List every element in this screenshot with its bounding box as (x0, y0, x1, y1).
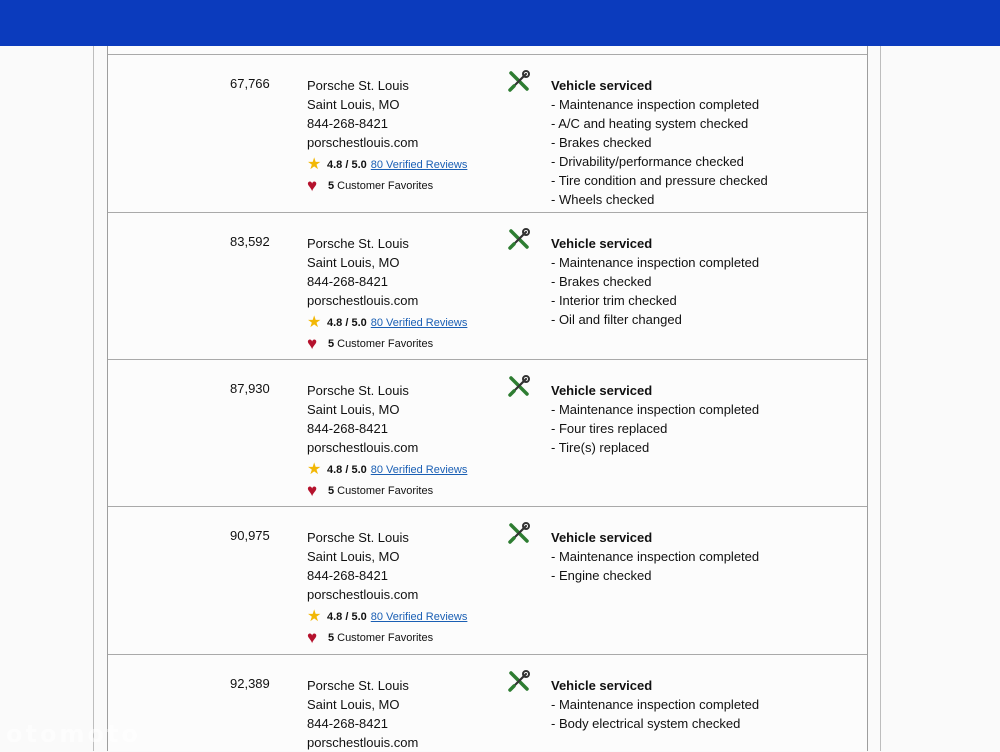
service-record (108, 506, 867, 655)
heart-icon: ♥ (307, 628, 318, 647)
tools-icon (507, 522, 531, 546)
dealer-rating (307, 463, 467, 477)
service-item: - A/C and heating system checked (551, 116, 749, 131)
service-title: Vehicle serviced (551, 236, 653, 251)
dealer-name: Porsche St. Louis (307, 383, 409, 398)
star-icon: ★ (307, 156, 322, 173)
service-item: - Maintenance inspection completed (551, 255, 760, 270)
mileage: 87,930 (230, 381, 270, 396)
dealer-info (307, 381, 418, 457)
dealer-phone: 844-268-8421 (307, 716, 388, 731)
service-item: - Maintenance inspection completed (551, 402, 760, 417)
tools-icon (507, 670, 531, 694)
dealer-website: porschestlouis.com (307, 735, 419, 750)
service-item: - Oil and filter changed (551, 312, 682, 327)
service-details (551, 76, 768, 209)
service-record (108, 212, 867, 360)
service-title: Vehicle serviced (551, 678, 653, 693)
mileage: 83,592 (230, 234, 270, 249)
favorites-count: 5 (328, 485, 335, 497)
favorites-count: 5 (328, 180, 335, 192)
service-title: Vehicle serviced (551, 78, 653, 93)
dealer-phone: 844-268-8421 (307, 274, 388, 289)
service-details (551, 234, 759, 329)
dealer-rating (307, 610, 467, 624)
mileage: 67,766 (230, 76, 270, 91)
service-details (551, 381, 759, 457)
heart-icon: ♥ (307, 176, 318, 195)
customer-favorites (307, 176, 434, 195)
verified-reviews-link[interactable]: 80 Verified Reviews (370, 464, 468, 476)
customer-favorites (307, 481, 434, 500)
heart-icon: ♥ (307, 334, 318, 353)
service-item: - Body electrical system checked (551, 716, 741, 731)
dealer-location: Saint Louis, MO (307, 549, 400, 564)
dealer-info (307, 234, 418, 310)
service-record (108, 359, 867, 507)
dealer-rating (307, 316, 467, 330)
dealer-location: Saint Louis, MO (307, 97, 400, 112)
customer-favorites (307, 628, 434, 647)
service-details (551, 676, 759, 733)
service-item: - Four tires replaced (551, 421, 668, 436)
dealer-name: Porsche St. Louis (307, 78, 409, 93)
service-details (551, 528, 759, 585)
rating-score: 4.8 / 5.0 (327, 464, 367, 476)
rating-score: 4.8 / 5.0 (327, 159, 367, 171)
mileage: 90,975 (230, 528, 270, 543)
rating-score: 4.8 / 5.0 (327, 317, 367, 329)
favorites-label: Customer Favorites (337, 632, 434, 644)
mileage: 92,389 (230, 676, 270, 691)
rating-score: 4.8 / 5.0 (327, 611, 367, 623)
service-item: - Maintenance inspection completed (551, 549, 760, 564)
dealer-name: Porsche St. Louis (307, 236, 409, 251)
favorites-count: 5 (328, 632, 335, 644)
dealer-website: porschestlouis.com (307, 293, 419, 308)
favorites-label: Customer Favorites (337, 180, 434, 192)
watermark-logo: otomoto (6, 720, 141, 748)
service-record (108, 54, 867, 213)
verified-reviews-link[interactable]: 80 Verified Reviews (370, 611, 468, 623)
service-title: Vehicle serviced (551, 383, 653, 398)
dealer-name: Porsche St. Louis (307, 678, 409, 693)
verified-reviews-link[interactable]: 80 Verified Reviews (370, 317, 468, 329)
heart-icon: ♥ (307, 481, 318, 500)
dealer-info (307, 76, 418, 152)
dealer-phone: 844-268-8421 (307, 568, 388, 583)
tools-icon (507, 70, 531, 94)
customer-favorites (307, 334, 434, 353)
star-icon: ★ (307, 461, 322, 478)
tools-icon (507, 375, 531, 399)
service-item: - Brakes checked (551, 274, 652, 289)
service-item: - Tire(s) replaced (551, 440, 650, 455)
dealer-location: Saint Louis, MO (307, 255, 400, 270)
favorites-count: 5 (328, 338, 335, 350)
dealer-location: Saint Louis, MO (307, 697, 400, 712)
service-item: - Maintenance inspection completed (551, 97, 760, 112)
service-history-table (107, 46, 868, 751)
verified-reviews-link[interactable]: 80 Verified Reviews (370, 159, 468, 171)
service-item: - Wheels checked (551, 192, 655, 207)
favorites-label: Customer Favorites (337, 485, 434, 497)
dealer-name: Porsche St. Louis (307, 530, 409, 545)
dealer-phone: 844-268-8421 (307, 116, 388, 131)
star-icon: ★ (307, 314, 322, 331)
dealer-website: porschestlouis.com (307, 135, 419, 150)
dealer-info (307, 676, 418, 752)
service-item: - Engine checked (551, 568, 652, 583)
dealer-website: porschestlouis.com (307, 440, 419, 455)
dealer-website: porschestlouis.com (307, 587, 419, 602)
dealer-phone: 844-268-8421 (307, 421, 388, 436)
page-edge-right (880, 46, 881, 751)
service-record (108, 654, 867, 752)
dealer-info (307, 528, 418, 604)
dealer-rating (307, 158, 467, 172)
service-item: - Maintenance inspection completed (551, 697, 760, 712)
top-banner (0, 0, 1000, 46)
service-item: - Interior trim checked (551, 293, 677, 308)
service-item: - Brakes checked (551, 135, 652, 150)
service-title: Vehicle serviced (551, 530, 653, 545)
star-icon: ★ (307, 608, 322, 625)
service-item: - Drivability/performance checked (551, 154, 744, 169)
page-edge-left (93, 46, 94, 751)
dealer-location: Saint Louis, MO (307, 402, 400, 417)
favorites-label: Customer Favorites (337, 338, 434, 350)
service-item: - Tire condition and pressure checked (551, 173, 768, 188)
tools-icon (507, 228, 531, 252)
